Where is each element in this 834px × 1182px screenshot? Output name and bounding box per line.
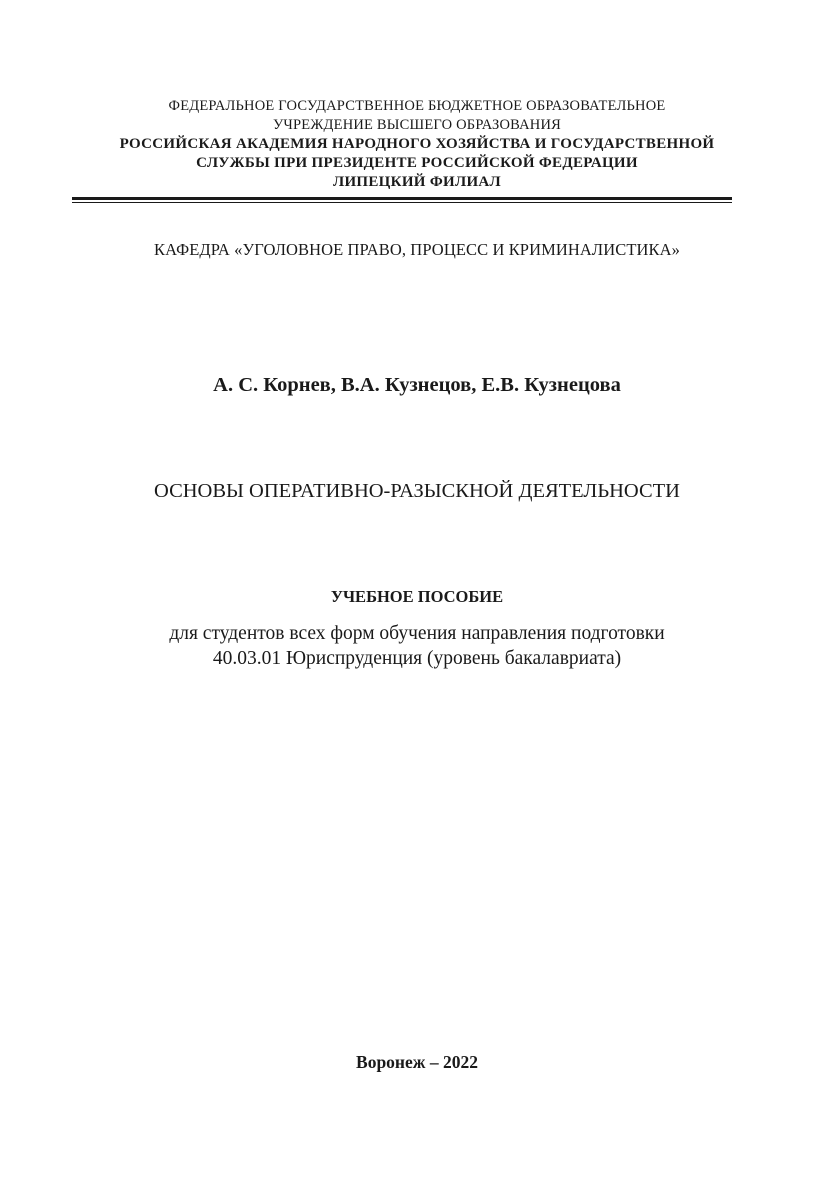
audience-line-2: 40.03.01 Юриспруденция (уровень бакалавриата) xyxy=(212,648,622,669)
book-title: ОСНОВЫ ОПЕРАТИВНО-РАЗЫСКНОЙ ДЕЯТЕЛЬНОСТИ xyxy=(154,480,680,502)
institution-line-4: СЛУЖБЫ ПРИ ПРЕЗИДЕНТЕ РОССИЙСКОЙ ФЕДЕРАЦИИ xyxy=(196,155,638,171)
publication-type: УЧЕБНОЕ ПОСОБИЕ xyxy=(330,587,504,606)
department-name: КАФЕДРА «УГОЛОВНОЕ ПРАВО, ПРОЦЕСС И КРИМИНАЛИСТИКА» xyxy=(153,240,680,259)
header-rule-thick xyxy=(72,197,732,200)
institution-line-3: РОССИЙСКАЯ АКАДЕМИЯ НАРОДНОГО ХОЗЯЙСТВА И ГОСУДАРСТВЕННОЙ xyxy=(119,136,715,152)
institution-line-1: ФЕДЕРАЛЬНОЕ ГОСУДАРСТВЕННОЕ БЮДЖЕТНОЕ ОБРАЗОВАТЕЛЬНОЕ xyxy=(168,98,666,114)
header-rule-thin xyxy=(72,202,732,203)
institution-line-2: УЧРЕЖДЕНИЕ ВЫСШЕГО ОБРАЗОВАНИЯ xyxy=(272,117,562,133)
authors: А. С. Корнев, В.А. Кузнецов, Е.В. Кузнецова xyxy=(213,374,621,396)
institution-line-5: ЛИПЕЦКИЙ ФИЛИАЛ xyxy=(332,174,502,190)
imprint-city-year: Воронеж – 2022 xyxy=(356,1052,478,1072)
audience-line-1: для студентов всех форм обучения направления подготовки xyxy=(169,623,665,644)
